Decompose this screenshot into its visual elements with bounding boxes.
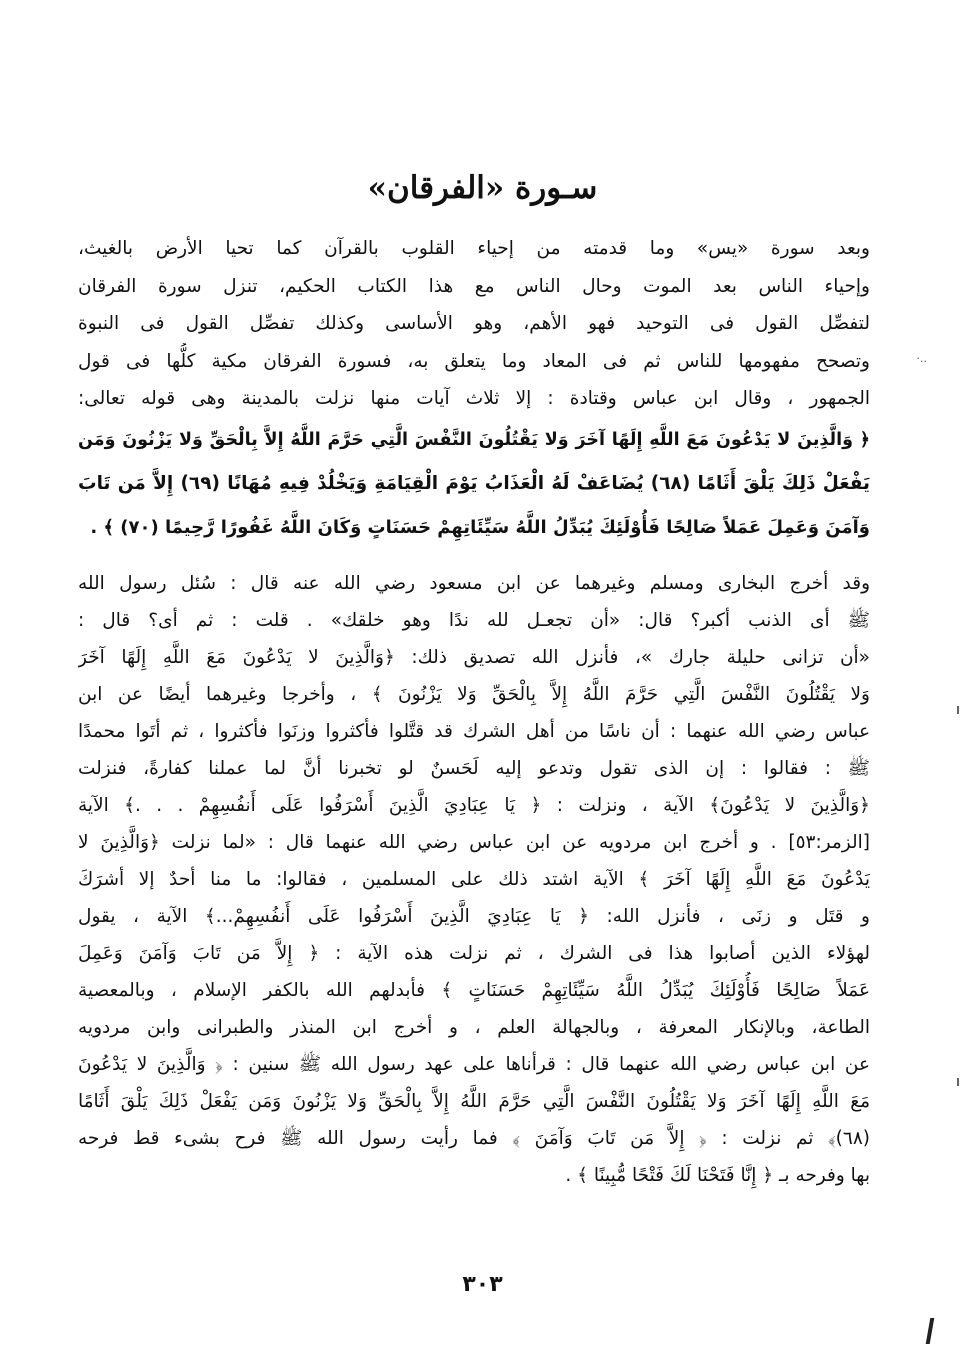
text-line: بها وفرحه بـ ﴿ إِنَّا فَتَحْنَا لَكَ فَتْحًا مُّبِينًا ﴾ . [565,1165,870,1186]
text-line: وإحياء الناس بعد الموت وحال الناس مع هذا الكتاب الحكيم، تنزل سورة الفرقان [78,275,870,297]
text-line: ﷺ أى الذنب أكبر؟ قال: «أن تجعـل لله ندًا وهو خلقك» . قلت : ثم أى؟ قال : [78,610,870,631]
text-line: وقد أخرج البخارى ومسلم وغيرهما عن ابن مسعود رضي الله عنه قال : سُئل رسول الله [78,573,870,594]
intro-paragraph [78,230,870,550]
page-number: ٣٠٣ [462,1272,503,1297]
scan-edge-mark [926,1318,935,1344]
text-line: [الزمر:٥٣] . و أخرج ابن مردويه عن ابن عباس رضي الله عنهما قال : «لما نزلت ﴿وَالَّذِينَ لا [78,832,870,853]
text-line: مَعَ اللَّهِ إِلَهًا آخَرَ وَلا يَقْتُلُونَ النَّفْسَ الَّتِي حَرَّمَ اللَّهُ إِلاَّ بِالْحَقِّ وَلا يَزْنُونَ وَمَن يَفْعَلْ ذَلِكَ يَلْقَ أَثَامًا [78,1091,870,1112]
hadith-paragraph [78,565,870,1194]
text-line: لهؤلاء الذين أصابوا هذا فى الشرك ، ثم نزلت هذه الآية : ﴿ إِلاَّ مَن تَابَ وَآمَنَ وَعَمِلَ [78,943,870,964]
text-line: ﴿وَالَّذِينَ لا يَدْعُونَ﴾ الآية ، ونزلت : ﴿ يَا عِبَادِيَ الَّذِينَ أَسْرَفُوا عَلَى أَنفُسِهِمْ . . .﴾ الآية [78,795,870,816]
text-line: وتصحح مفهومها للناس ثم فى المعاد وما يتعلق به، فسورة الفرقان مكية كلُّها فى قول [78,350,870,372]
quran-verse-line: وَآمَنَ وَعَمِلَ عَمَلاً صَالِحًا فَأُوْلَئِكَ يُبَدِّلُ اللَّهُ سَيِّئَاتِهِمْ حَسَنَاتٍ وَكَانَ اللَّهُ غَفُورًا رَّحِيمًا (٧٠) ﴾ . [90,516,870,538]
quran-verse-line: ﴿ وَالَّذِينَ لا يَدْعُونَ مَعَ اللَّهِ إِلَهًا آخَرَ وَلا يَقْتُلُونَ النَّفْسَ الَّتِي حَرَّمَ اللَّهُ إِلاَّ بِالْحَقِّ وَلا يَزْنُونَ وَمَن [78,429,870,450]
quran-verse-line: يَفْعَلْ ذَلِكَ يَلْقَ أَثَامًا (٦٨) يُضَاعَفْ لَهُ الْعَذَابُ يَوْمَ الْقِيَامَةِ وَيَخْلُدْ فِيهِ مُهَانًا (٦٩) إِلاَّ مَن تَابَ [78,472,870,494]
surah-title: سـورة «الفرقان» [367,170,598,206]
margin-mark: ·.. [916,352,927,365]
scan-edge-tick [957,1078,959,1086]
text-line: (٦٨)﴾ ثم نزلت : ﴿ إِلاَّ مَن تَابَ وَآمَنَ ﴾ فما رأيت رسول الله ﷺ فرح بشىء قط فرحه [78,1128,870,1149]
text-line: عن ابن عباس رضي الله عنهما قال : قرأناها على عهد رسول الله ﷺ سنين : ﴿ وَالَّذِينَ لا يَدْعُونَ [78,1054,870,1075]
text-line: ﷺ : فقالوا : إن الذى تقول وتدعو إليه لَحَسنٌ لو تخبرنا أنَّ لما عملنا كفارةً، فنزلت [78,758,870,779]
text-line: الجمهور ، وقال ابن عباس وقتادة : إلا ثلاث آيات منها نزلت بالمدينة وهى قوله تعالى: [78,388,870,409]
text-line: و قتَل و زنَى ، فأنزل الله: ﴿ يَا عِبَادِيَ الَّذِينَ أَسْرَفُوا عَلَى أَنفُسِهِمْ...﴾ الآية ، يقول [78,906,870,927]
text-line: «أن تزانى حليلة جارك »، فأنزل الله تصديق ذلك: ﴿وَالَّذِينَ لا يَدْعُونَ مَعَ اللَّهِ إِلَهًا آخَرَ [78,647,870,668]
text-line: وَلا يَقْتُلُونَ النَّفْسَ الَّتِي حَرَّمَ اللَّهُ إِلاَّ بِالْحَقِّ وَلا يَزْنُونَ ﴾ ، وأخرجا وغيرهما أيضًا عن ابن [78,684,870,705]
scan-edge-tick [957,706,959,714]
text-line: وبعد سورة «يس» وما قدمته من إحياء القلوب بالقرآن كما تحيا الأرض بالغيث، [78,238,870,259]
text-line: عباس رضي الله عنهما : أن ناسًا من أهل الشرك قد قتَّلوا فأكثروا وزنَوا فأكثروا ، ثم أتَوا محمدًا [78,721,870,742]
text-line: عَمَلاً صَالِحًا فَأُوْلَئِكَ يُبَدِّلُ اللَّهُ سَيِّئَاتِهِمْ حَسَنَاتٍ ﴾ فأبدلهم الله بالكفر الإسلام ، وبالمعصية [78,980,870,1001]
text-line: يَدْعُونَ مَعَ اللَّهِ إِلَهًا آخَرَ ﴾ الآية اشتد ذلك على المسلمين ، فقالوا: ما منا أحدٌ إلا أشرَكَ [78,869,870,890]
text-line: الطاعة، وبالإنكار المعرفة ، وبالجهالة العلم ، و أخرج ابن المنذر والطبرانى وابن مردويه [78,1017,870,1038]
text-line: لتفصِّل القول فى التوحيد فهو الأهم، وهو الأساسى وكذلك تفصِّل القول فى النبوة [78,313,870,334]
